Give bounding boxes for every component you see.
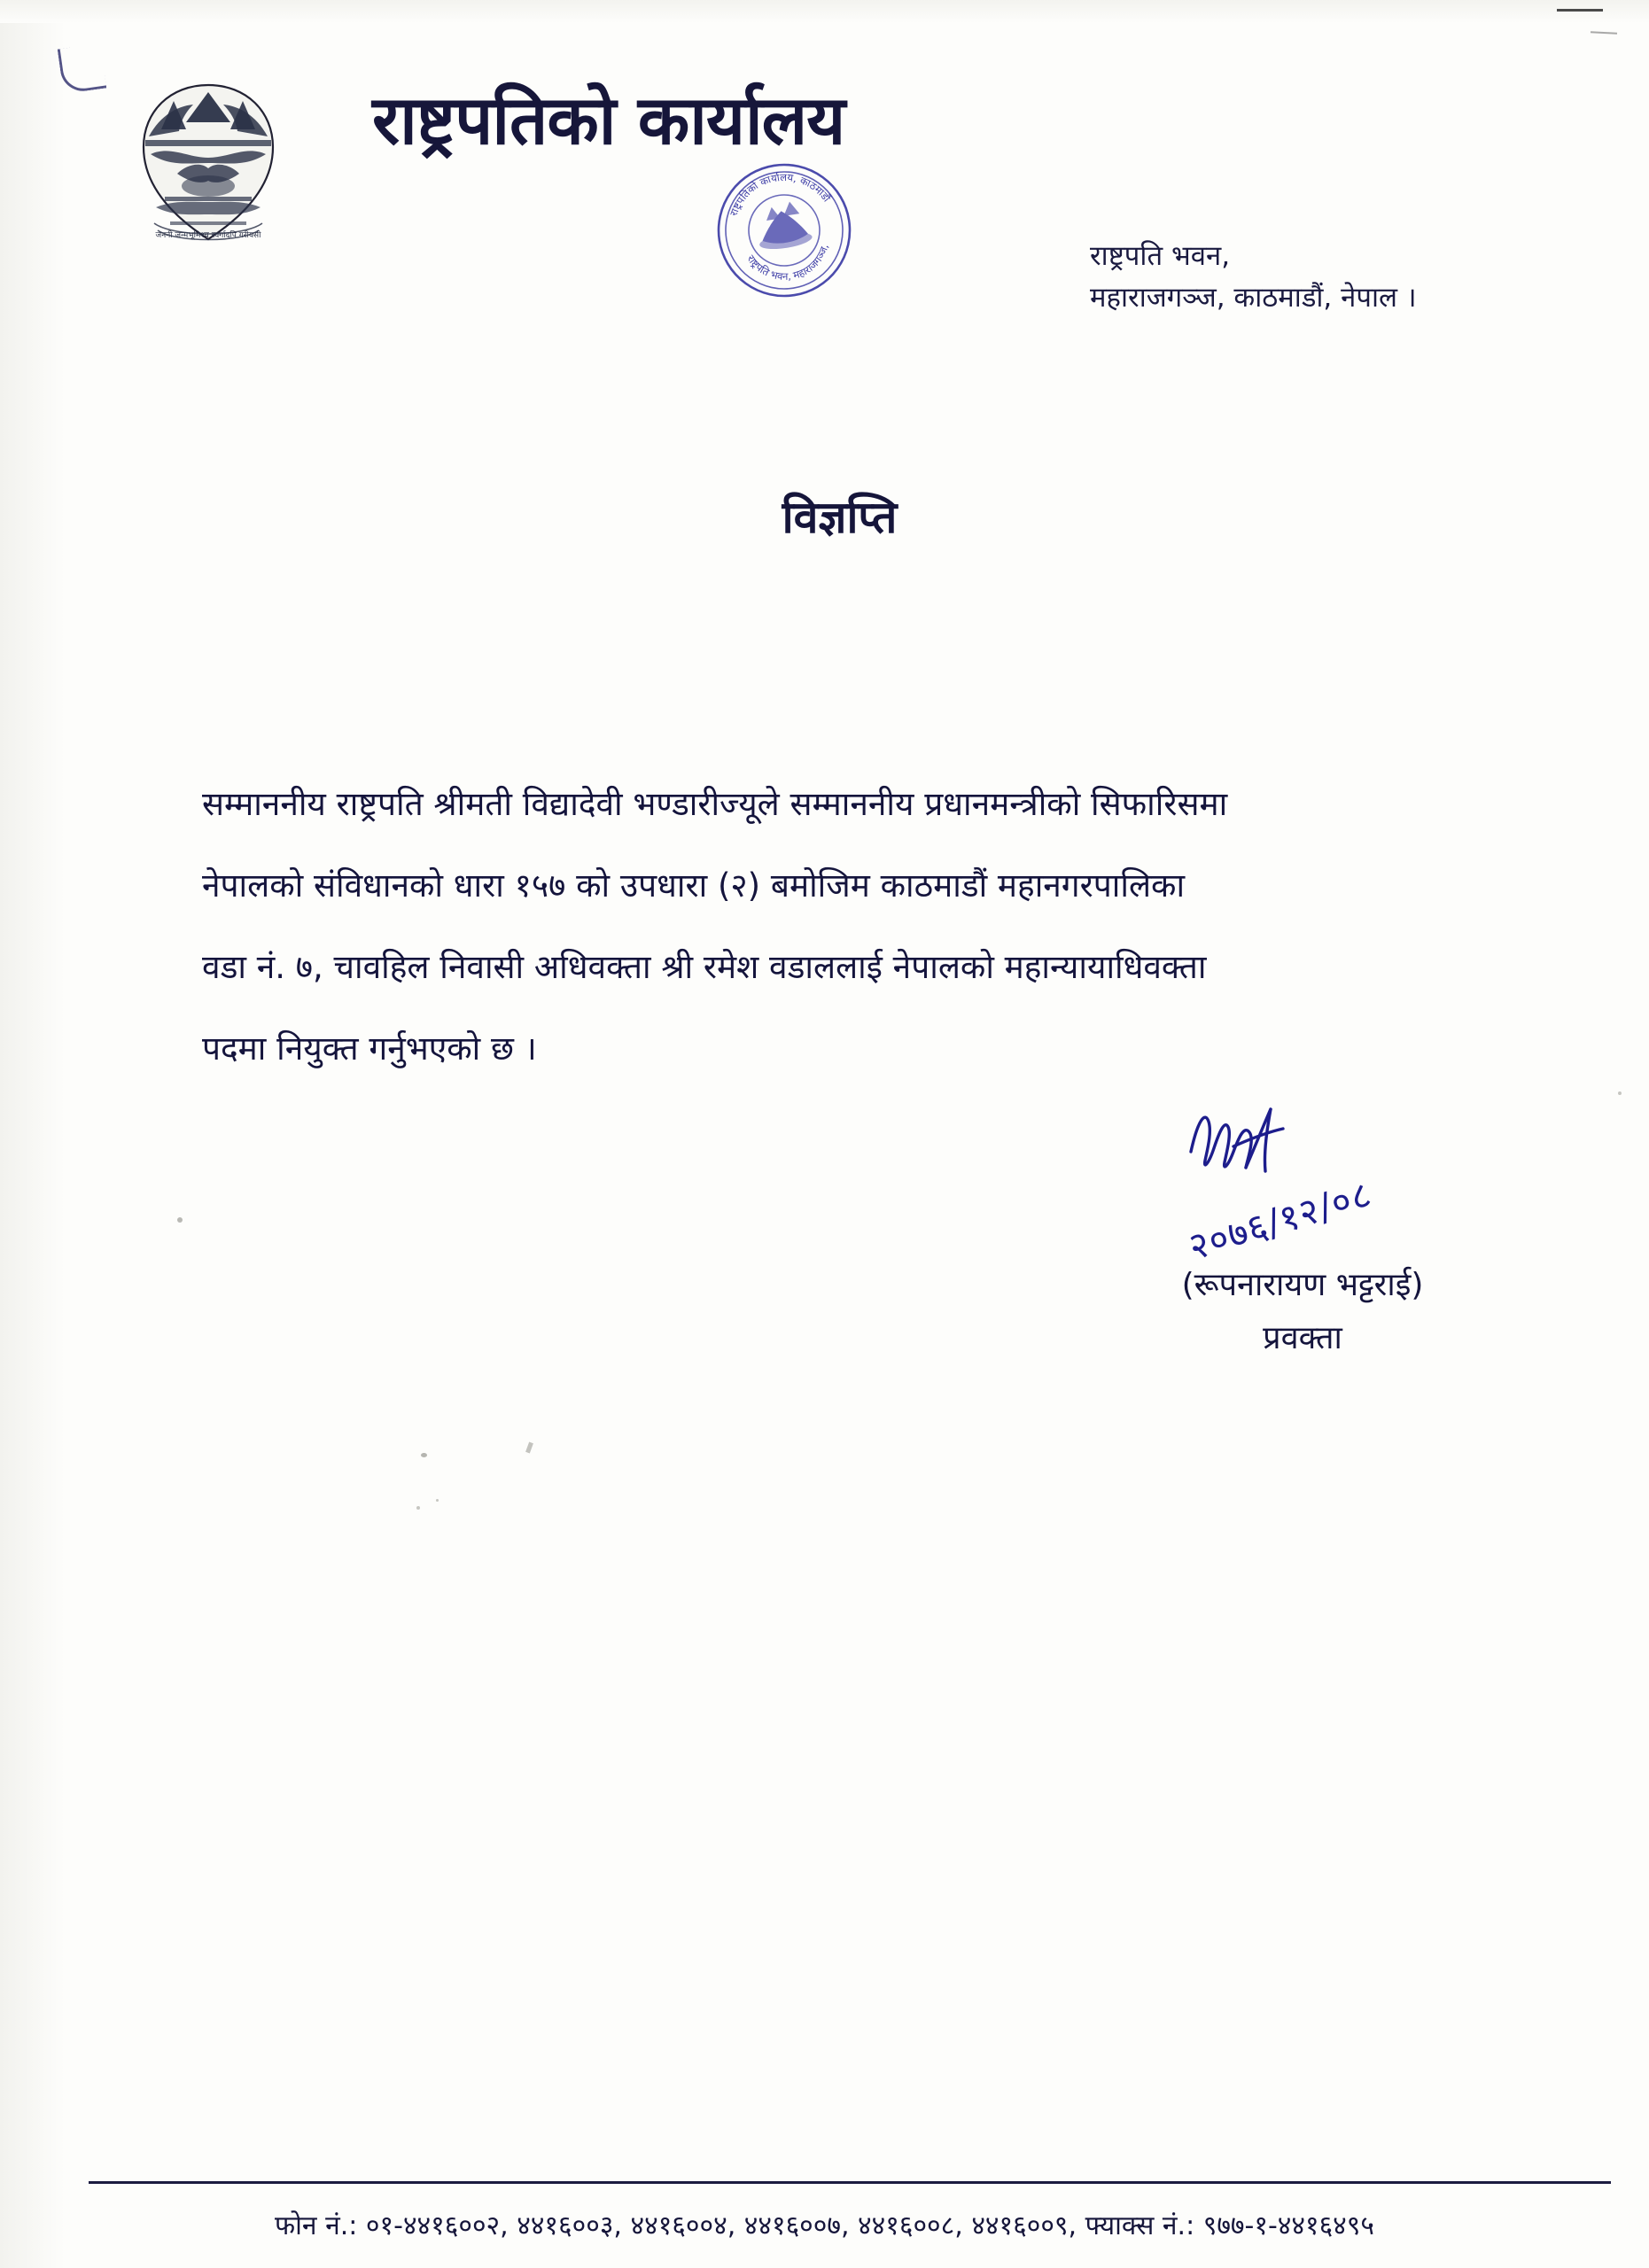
svg-text:राष्ट्रपति भवन, महाराजगञ्ज,: राष्ट्रपति भवन, महाराजगञ्ज, — [744, 243, 831, 283]
scan-speck — [525, 1442, 533, 1454]
signature-block — [1090, 1090, 1515, 1382]
scan-speck — [1618, 1091, 1622, 1095]
nepal-national-emblem-icon — [124, 82, 292, 245]
address-line-1: राष्ट्रपति भवन, — [1090, 240, 1231, 272]
footer-contact: फोन नं.: ०१-४४१६००२, ४४१६००३, ४४१६००४, ४४१६००७, ४४१६००८, ४४१६००९, फ्याक्स नं.: ९७७-१-४४१६४९५ — [275, 2210, 1374, 2241]
scan-artifact-mark — [1557, 9, 1603, 12]
footer-divider — [89, 2181, 1611, 2184]
organization-title: राष्ट्रपतिको कार्यालय — [372, 81, 845, 159]
official-round-seal-icon — [664, 143, 905, 317]
document-title — [0, 485, 1649, 546]
document-body — [202, 764, 1496, 1090]
body-line: सम्माननीय राष्ट्रपति श्रीमती विद्यादेवी भण्डारीज्यूले सम्माननीय प्रधानमन्त्रीको सिफारिसमा — [202, 785, 1228, 823]
scan-edge-top — [0, 0, 1649, 23]
svg-text:राष्ट्रपतिको कार्यालय, काठमाडौ: राष्ट्रपतिको कार्यालय, काठमाडौं — [727, 170, 834, 218]
body-line: नेपालको संविधानको धारा १५७ को उपधारा (२) बमोजिम काठमाडौं महानगरपालिका — [202, 866, 1186, 905]
body-line: पदमा नियुक्त गर्नुभएको छ । — [202, 1029, 537, 1068]
signatory-role: प्रवक्ता — [1263, 1320, 1342, 1356]
scan-speck — [177, 1217, 183, 1223]
letterhead-header — [0, 62, 1649, 314]
signatory-name: (रूपनारायण भट्टराई) — [1181, 1267, 1424, 1303]
document-title-text: विज्ञप्ति — [782, 492, 898, 543]
scan-speck — [436, 1499, 439, 1502]
svg-text:जननी जन्मभूमिश्च स्वर्गादपि गर: जननी जन्मभूमिश्च स्वर्गादपि गरीयसी — [155, 231, 261, 240]
scan-speck — [421, 1453, 427, 1457]
body-paragraph — [202, 764, 1496, 1090]
address-line-2: महाराजगञ्ज, काठमाडौं, नेपाल । — [1090, 281, 1417, 314]
body-line: वडा नं. ७, चावहिल निवासी अधिवक्ता श्री रमेश वडाललाई नेपालको महान्यायाधिवक्ता — [202, 948, 1207, 986]
scan-speck — [416, 1506, 420, 1510]
handwritten-date: २०७६/१२/०८ — [1183, 1171, 1377, 1270]
scan-edge-left — [0, 0, 87, 2268]
scan-artifact-mark-secondary — [1591, 31, 1617, 35]
office-address — [1090, 236, 1417, 318]
